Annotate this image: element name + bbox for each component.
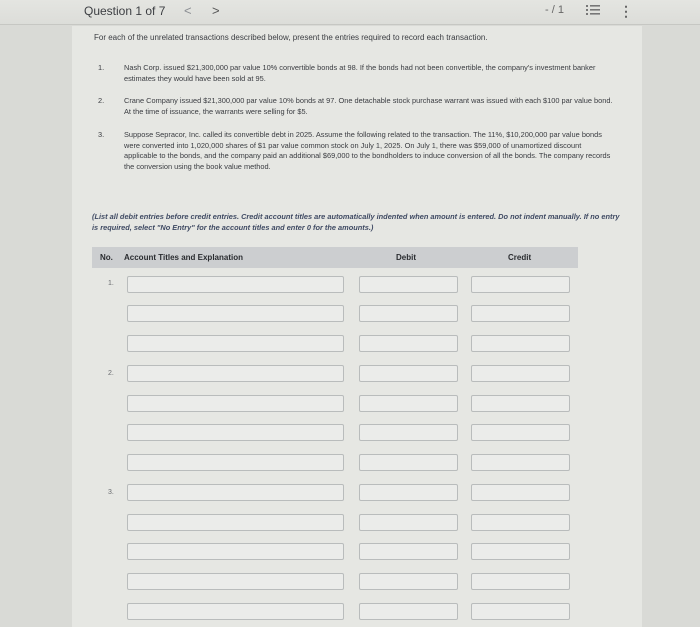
col-no-header: No. bbox=[100, 253, 113, 262]
account-title-input[interactable] bbox=[127, 543, 344, 560]
debit-amount-input[interactable] bbox=[359, 514, 458, 531]
list-icon[interactable] bbox=[586, 3, 600, 17]
credit-amount-input[interactable] bbox=[471, 603, 570, 620]
entry-instructions: (List all debit entries before credit entries. Credit account titles are automatically indented when amount is entered. Do not indent manually. If no entry is required, select "No Entry" for the account titles and enter 0 for the amounts.) bbox=[92, 212, 620, 232]
next-question-icon[interactable]: > bbox=[212, 3, 220, 18]
debit-amount-input[interactable] bbox=[359, 454, 458, 471]
question-label: Question 1 of 7 bbox=[84, 4, 166, 18]
top-bar bbox=[0, 0, 700, 25]
account-title-input[interactable] bbox=[127, 454, 344, 471]
account-title-input[interactable] bbox=[127, 335, 344, 352]
account-title-input[interactable] bbox=[127, 305, 344, 322]
debit-amount-input[interactable] bbox=[359, 365, 458, 382]
item-number: 3. bbox=[98, 130, 105, 139]
item-number: 1. bbox=[98, 63, 105, 72]
credit-amount-input[interactable] bbox=[471, 395, 570, 412]
credit-amount-input[interactable] bbox=[471, 305, 570, 322]
col-debit-header: Debit bbox=[396, 253, 416, 262]
debit-amount-input[interactable] bbox=[359, 573, 458, 590]
more-options-icon[interactable]: ⋮ bbox=[619, 3, 633, 19]
debit-amount-input[interactable] bbox=[359, 603, 458, 620]
entry-label-3: 3. bbox=[108, 489, 114, 496]
account-title-input[interactable] bbox=[127, 603, 344, 620]
account-title-input[interactable] bbox=[127, 276, 344, 293]
credit-amount-input[interactable] bbox=[471, 276, 570, 293]
entry-label-2: 2. bbox=[108, 370, 114, 377]
credit-amount-input[interactable] bbox=[471, 543, 570, 560]
account-title-input[interactable] bbox=[127, 514, 344, 531]
debit-amount-input[interactable] bbox=[359, 276, 458, 293]
item-number: 2. bbox=[98, 96, 105, 105]
debit-amount-input[interactable] bbox=[359, 484, 458, 501]
debit-amount-input[interactable] bbox=[359, 305, 458, 322]
credit-amount-input[interactable] bbox=[471, 573, 570, 590]
item-text: Nash Corp. issued $21,300,000 par value 10% convertible bonds at 98. If the bonds had not been convertible, the company's investment banker estimates they would have been sold at 95. bbox=[124, 63, 596, 83]
debit-amount-input[interactable] bbox=[359, 424, 458, 441]
credit-amount-input[interactable] bbox=[471, 514, 570, 531]
credit-amount-input[interactable] bbox=[471, 365, 570, 382]
col-credit-header: Credit bbox=[508, 253, 532, 262]
page-indicator: - / 1 bbox=[545, 4, 564, 16]
credit-amount-input[interactable] bbox=[471, 454, 570, 471]
previous-question-icon[interactable]: < bbox=[184, 3, 192, 18]
credit-amount-input[interactable] bbox=[471, 424, 570, 441]
account-title-input[interactable] bbox=[127, 395, 344, 412]
debit-amount-input[interactable] bbox=[359, 335, 458, 352]
problem-intro: For each of the unrelated transactions described below, present the entries required to record each transaction. bbox=[94, 33, 488, 42]
col-account-header: Account Titles and Explanation bbox=[124, 253, 243, 262]
credit-amount-input[interactable] bbox=[471, 335, 570, 352]
account-title-input[interactable] bbox=[127, 484, 344, 501]
item-text: Suppose Sepracor, Inc. called its convertible debt in 2025. Assume the following related to the transaction. The 11%, $10,200,000 par value bonds were converted into 1,020,000 shares of $1 par value common stock on July 1, 2025. On July 1, there was $59,000 of unamortized discount applicable to the bonds, and the company paid an additional $69,000 to the bondholders to induce conversion of all the bonds. The company records the conversion using the book value method. bbox=[124, 130, 611, 171]
entry-label-1: 1. bbox=[108, 280, 114, 287]
debit-amount-input[interactable] bbox=[359, 395, 458, 412]
account-title-input[interactable] bbox=[127, 365, 344, 382]
account-title-input[interactable] bbox=[127, 573, 344, 590]
journal-table-header bbox=[92, 247, 578, 268]
account-title-input[interactable] bbox=[127, 424, 344, 441]
item-text: Crane Company issued $21,300,000 par value 10% bonds at 97. One detachable stock purchase warrant was issued with each $100 par value bond. At the time of issuance, the warrants were selling for $5. bbox=[124, 96, 613, 116]
credit-amount-input[interactable] bbox=[471, 484, 570, 501]
debit-amount-input[interactable] bbox=[359, 543, 458, 560]
